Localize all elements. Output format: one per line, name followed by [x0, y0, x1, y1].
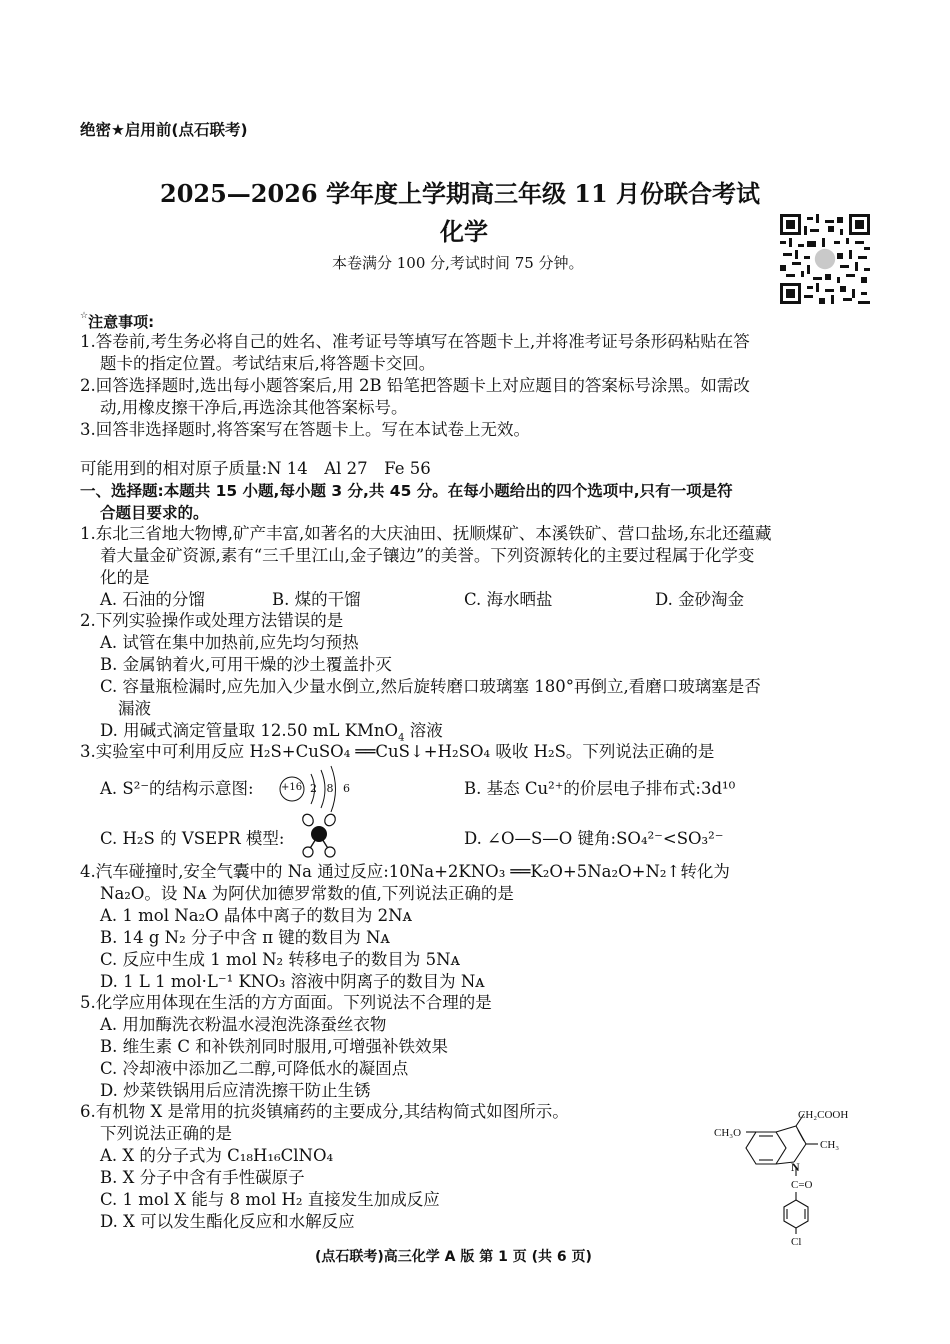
chlorine-label: Cl	[791, 1236, 802, 1248]
notes-heading: ☆注意事项:	[80, 311, 155, 331]
q1-stem: 1.东北三省地大物博,矿产丰富,如著名的大庆油田、抚顺煤矿、本溪铁矿、营口盐场,东北还蕴藏	[80, 524, 772, 543]
q2-option-c-cont: 漏液	[118, 699, 151, 718]
q4-stem-2: Na₂O。设 Nᴀ 为阿伏加德罗常数的值,下列说法正确的是	[100, 884, 514, 903]
q4-option-a: A. 1 mol Na₂O 晶体中离子的数目为 2Nᴀ	[100, 906, 412, 925]
molecule-structure	[700, 1110, 880, 1250]
q3-option-c: C. H₂S 的 VSEPR 模型:	[100, 829, 285, 848]
exam-info: 本卷满分 100 分,考试时间 75 分钟。	[332, 254, 584, 272]
q2-stem: 2.下列实验操作或处理方法错误的是	[80, 611, 344, 630]
q5-option-d: D. 炒菜铁锅用后应清洗擦干防止生锈	[100, 1081, 371, 1100]
q1-option-b: B. 煤的干馏	[272, 590, 361, 609]
q3-option-b: B. 基态 Cu²⁺的价层电子排布式:3d¹⁰	[464, 779, 736, 798]
vsepr-model-diagram	[296, 812, 342, 860]
nucleus-label: +16	[281, 782, 303, 793]
note-2: 2.回答选择题时,选出每小题答案后,用 2B 铅笔把答题卡上对应题目的答案标号涂黑。如需改	[80, 376, 750, 395]
q2-option-d: D. 用碱式滴定管量取 12.50 mL KMnO$_4$ 溶液	[100, 721, 443, 744]
q6-option-d: D. X 可以发生酯化反应和水解反应	[100, 1212, 355, 1231]
q6-stem: 6.有机物 X 是常用的抗炎镇痛药的主要成分,其结构简式如图所示。	[80, 1102, 569, 1121]
q2-option-b: B. 金属钠着火,可用干燥的沙土覆盖扑灭	[100, 655, 392, 674]
nitrogen-label: N	[791, 1160, 800, 1174]
qr-code-icon	[780, 214, 870, 304]
q5-option-b: B. 维生素 C 和补铁剂同时服用,可增强补铁效果	[100, 1037, 448, 1056]
q3-option-a: A. S²⁻的结构示意图:	[100, 779, 254, 798]
note-1: 1.答卷前,考生务必将自己的姓名、准考证号等填写在答题卡上,并将准考证号条形码粘贴在答	[80, 332, 750, 351]
section-heading-cont: 合题目要求的。	[100, 504, 209, 522]
page-footer: (点石联考)高三化学 A 版 第 1 页 (共 6 页)	[315, 1249, 592, 1265]
q6-option-a: A. X 的分子式为 C₁₈H₁₆ClNO₄	[100, 1146, 334, 1165]
methoxy-label: CH₃O	[714, 1127, 742, 1139]
q5-stem: 5.化学应用体现在生活的方方面面。下列说法不合理的是	[80, 993, 492, 1012]
shell-electrons: 2 8 6	[310, 782, 353, 795]
qr-code	[780, 214, 870, 304]
acetic-acid-label: CH₂COOH	[798, 1110, 849, 1121]
q5-option-c: C. 冷却液中添加乙二醇,可降低水的凝固点	[100, 1059, 409, 1078]
q4-option-d: D. 1 L 1 mol·L⁻¹ KNO₃ 溶液中阴离子的数目为 Nᴀ	[100, 972, 485, 991]
q3-option-d: D. ∠O—S—O 键角:SO₄²⁻<SO₃²⁻	[464, 829, 724, 848]
carbonyl-label: C=O	[791, 1179, 813, 1191]
q5-option-a: A. 用加酶洗衣粉温水浸泡洗涤蚕丝衣物	[100, 1015, 387, 1034]
sulfide-structure-diagram	[277, 762, 353, 816]
atomic-mass: 可能用到的相对原子质量:N 14 Al 27 Fe 56	[80, 459, 431, 478]
q4-option-c: C. 反应中生成 1 mol N₂ 转移电子的数目为 5Nᴀ	[100, 950, 460, 969]
q1-option-c: C. 海水晒盐	[464, 590, 553, 609]
methyl-label: CH₃	[820, 1139, 840, 1151]
q1-option-d: D. 金砂淘金	[655, 590, 745, 609]
note-1-cont: 题卡的指定位置。考试结束后,将答题卡交回。	[100, 354, 436, 373]
q2-option-c: C. 容量瓶检漏时,应先加入少量水倒立,然后旋转磨口玻璃塞 180°再倒立,看磨口玻璃塞是否	[100, 677, 761, 696]
section-heading: 一、选择题:本题共 15 小题,每小题 3 分,共 45 分。在每小题给出的四个选项中,只有一项是符	[80, 482, 733, 500]
secret-label: 绝密★启用前(点石联考)	[80, 121, 248, 139]
q4-stem: 4.汽车碰撞时,安全气囊中的 Na 通过反应:10Na+2KNO₃ ══K₂O+5Na₂O+N₂↑转化为	[80, 862, 730, 881]
subject-title: 化学	[440, 218, 488, 246]
q1-option-a: A. 石油的分馏	[100, 590, 205, 609]
note-2-cont: 动,用橡皮擦干净后,再选涂其他答案标号。	[100, 398, 408, 417]
q2-option-a: A. 试管在集中加热前,应先均匀预热	[100, 633, 359, 652]
q6-option-b: B. X 分子中含有手性碳原子	[100, 1168, 305, 1187]
exam-title: 2025—2026 学年度上学期高三年级 11 月份联合考试	[160, 179, 761, 208]
q1-stem-3: 化的是	[100, 568, 150, 587]
q4-option-b: B. 14 g N₂ 分子中含 π 键的数目为 Nᴀ	[100, 928, 390, 947]
q1-stem-2: 着大量金矿资源,素有“三千里江山,金子镶边”的美誉。下列资源转化的主要过程属于化学变	[100, 546, 755, 565]
q6-stem-2: 下列说法正确的是	[100, 1124, 232, 1143]
q3-stem: 3.实验室中可利用反应 H₂S+CuSO₄ ══CuS↓+H₂SO₄ 吸收 H₂S。下列说法正确的是	[80, 742, 715, 761]
q6-option-c: C. 1 mol X 能与 8 mol H₂ 直接发生加成反应	[100, 1190, 440, 1209]
note-3: 3.回答非选择题时,将答案写在答题卡上。写在本试卷上无效。	[80, 420, 530, 439]
